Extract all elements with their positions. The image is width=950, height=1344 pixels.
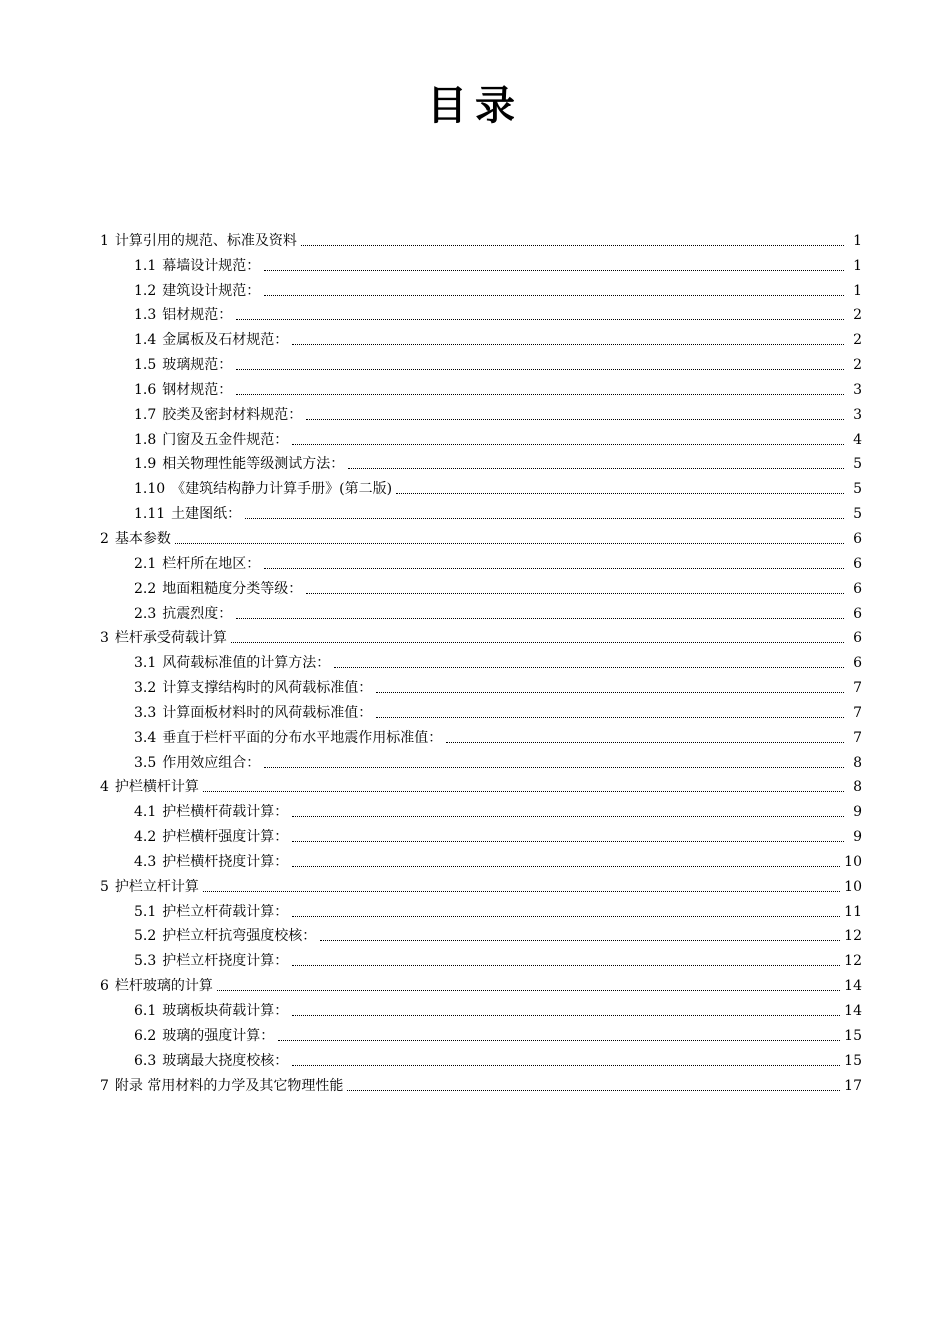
toc-page-number: 1 <box>853 282 862 299</box>
toc-entry[interactable] <box>100 425 862 450</box>
toc-dot-leader <box>264 295 844 296</box>
toc-dot-leader <box>292 1015 840 1016</box>
toc-entry[interactable] <box>100 599 862 624</box>
toc-page-number: 9 <box>853 804 862 821</box>
toc-dot-leader <box>376 692 844 693</box>
toc-entry[interactable] <box>100 226 862 251</box>
toc-page-number: 14 <box>844 978 862 995</box>
toc-entry[interactable] <box>100 922 862 947</box>
toc-page-number: 7 <box>853 680 862 697</box>
toc-entry-title: 作用效应组合： <box>162 754 261 771</box>
toc-entry-title: 护栏横杆挠度计算： <box>162 853 289 870</box>
toc-entry-title: 抗震烈度： <box>162 605 233 622</box>
toc-entry-title: 幕墙设计规范： <box>162 257 261 274</box>
toc-page-number: 7 <box>853 729 862 746</box>
toc-entry[interactable] <box>100 624 862 649</box>
toc-entry[interactable] <box>100 1071 862 1096</box>
toc-entry[interactable] <box>100 524 862 549</box>
toc-entry[interactable] <box>100 301 862 326</box>
toc-entry[interactable] <box>100 748 862 773</box>
toc-entry-title: 《建筑结构静力计算手册》(第二版) <box>171 481 393 498</box>
toc-entry[interactable] <box>100 276 862 301</box>
toc-entry-number: 3.5 <box>134 754 157 771</box>
toc-dot-leader <box>292 816 844 817</box>
toc-page-number: 10 <box>844 878 862 895</box>
toc-entry[interactable] <box>100 971 862 996</box>
toc-dot-leader <box>236 394 844 395</box>
toc-page-number: 15 <box>844 1052 862 1069</box>
toc-entry[interactable] <box>100 723 862 748</box>
toc-entry-title: 门窗及五金件规范： <box>162 431 289 448</box>
toc-entry-number: 1.2 <box>134 282 157 299</box>
toc-page-number: 2 <box>853 307 862 324</box>
toc-dot-leader <box>203 891 840 892</box>
toc-entry-number: 2.1 <box>134 555 157 572</box>
toc-entry-title: 计算面板材料时的风荷载标准值： <box>162 704 373 721</box>
toc-entry-number: 6.3 <box>134 1052 157 1069</box>
toc-dot-leader <box>292 1065 840 1066</box>
toc-page-number: 2 <box>853 332 862 349</box>
toc-page-number: 6 <box>853 655 862 672</box>
toc-entry-number: 1.3 <box>134 307 157 324</box>
toc-page-number: 15 <box>844 1027 862 1044</box>
toc-entry-title: 栏杆承受荷载计算 <box>114 630 227 647</box>
toc-entry[interactable] <box>100 897 862 922</box>
toc-entry-title: 风荷载标准值的计算方法： <box>162 655 331 672</box>
toc-dot-leader <box>231 642 844 643</box>
toc-entry[interactable] <box>100 400 862 425</box>
toc-entry[interactable] <box>100 1021 862 1046</box>
toc-entry-number: 3.1 <box>134 655 157 672</box>
toc-entry[interactable] <box>100 773 862 798</box>
toc-page-number: 6 <box>853 630 862 647</box>
toc-page-number: 6 <box>853 530 862 547</box>
toc-entry-number: 1.5 <box>134 357 157 374</box>
toc-dot-leader <box>292 916 840 917</box>
toc-dot-leader <box>236 618 844 619</box>
toc-page-number: 12 <box>844 928 862 945</box>
toc-page-number: 3 <box>853 406 862 423</box>
toc-entry-title: 垂直于栏杆平面的分布水平地震作用标准值： <box>162 729 443 746</box>
toc-dot-leader <box>264 568 844 569</box>
toc-page-number: 4 <box>853 431 862 448</box>
toc-entry-number: 1.9 <box>134 456 157 473</box>
toc-entry[interactable] <box>100 251 862 276</box>
toc-entry-number: 1.4 <box>134 332 157 349</box>
toc-entry-title: 护栏立杆挠度计算： <box>162 953 289 970</box>
toc-entry-number: 4.2 <box>134 829 157 846</box>
toc-dot-leader <box>301 245 844 246</box>
toc-page-number: 8 <box>853 779 862 796</box>
toc-dot-leader <box>175 543 844 544</box>
toc-entry-number: 3.2 <box>134 680 157 697</box>
toc-entry-title: 护栏立杆荷载计算： <box>162 903 289 920</box>
toc-dot-leader <box>348 468 844 469</box>
toc-entry[interactable] <box>100 872 862 897</box>
toc-entry-title: 相关物理性能等级测试方法： <box>162 456 345 473</box>
toc-entry-title: 玻璃板块荷载计算： <box>162 1003 289 1019</box>
toc-entry-number: 1.7 <box>134 406 157 423</box>
toc-entry-title: 钢材规范： <box>162 381 233 398</box>
toc-entry-number: 3.3 <box>134 704 157 721</box>
toc-dot-leader <box>245 518 844 519</box>
toc-dot-leader <box>217 990 840 991</box>
toc-dot-leader <box>292 444 844 445</box>
toc-page-number: 1 <box>853 232 862 249</box>
toc-page-number: 7 <box>853 704 862 721</box>
toc-page-number: 6 <box>853 555 862 572</box>
toc-entry-number: 1 <box>100 232 109 249</box>
toc-entry-title: 玻璃的强度计算： <box>162 1027 275 1044</box>
toc-entry[interactable] <box>100 325 862 350</box>
toc-entry[interactable] <box>100 499 862 524</box>
toc-entry-title: 附录 常用材料的力学及其它物理性能 <box>114 1077 344 1094</box>
toc-entry[interactable] <box>100 797 862 822</box>
toc-entry[interactable] <box>100 574 862 599</box>
toc-entry-title: 基本参数 <box>114 530 171 547</box>
toc-dot-leader <box>203 791 844 792</box>
toc-entry-title: 地面粗糙度分类等级： <box>162 580 303 597</box>
toc-entry-title: 护栏横杆强度计算： <box>162 829 289 846</box>
toc-entry-title: 金属板及石材规范： <box>162 332 289 349</box>
toc-dot-leader <box>320 940 840 941</box>
toc-dot-leader <box>376 717 844 718</box>
toc-dot-leader <box>264 270 844 271</box>
toc-entry[interactable] <box>100 450 862 475</box>
toc-entry-title: 计算支撑结构时的风荷载标准值： <box>162 680 373 697</box>
toc-entry-number: 4.3 <box>134 853 157 870</box>
toc-dot-leader <box>334 667 844 668</box>
toc-entry[interactable] <box>100 350 862 375</box>
toc-page-number: 5 <box>853 506 862 523</box>
toc-entry-number: 5.1 <box>134 903 157 920</box>
toc-entry-number: 1.11 <box>134 506 166 523</box>
toc-entry-number: 3.4 <box>134 729 157 746</box>
toc-entry-title: 土建图纸： <box>171 506 242 523</box>
toc-entry[interactable] <box>100 648 862 673</box>
toc-entry-number: 2 <box>100 530 109 547</box>
toc-entry[interactable] <box>100 549 862 574</box>
toc-dot-leader <box>278 1040 840 1041</box>
toc-entry-number: 6.1 <box>134 1003 157 1019</box>
page-title: 目录 <box>427 83 523 129</box>
toc-entry-number: 4 <box>100 779 109 796</box>
toc-dot-leader <box>264 767 844 768</box>
toc-entry-number: 5 <box>100 878 109 895</box>
toc-page-number: 6 <box>853 580 862 597</box>
toc-entry-number: 1.8 <box>134 431 157 448</box>
toc-page-number: 8 <box>853 754 862 771</box>
toc-dot-leader <box>446 742 844 743</box>
toc-page-number: 9 <box>853 829 862 846</box>
toc-dot-leader <box>347 1090 840 1091</box>
toc-dot-leader <box>306 593 844 594</box>
toc-entry-number: 5.2 <box>134 928 157 945</box>
toc-entry-title: 栏杆所在地区： <box>162 555 261 572</box>
toc-entry-title: 玻璃最大挠度校核： <box>162 1052 289 1069</box>
toc-page-number: 5 <box>853 481 862 498</box>
toc-dot-leader <box>396 493 844 494</box>
toc-page-number: 1 <box>853 257 862 274</box>
toc-entry-title: 计算引用的规范、标准及资料 <box>114 232 297 249</box>
toc-entry-number: 5.3 <box>134 953 157 970</box>
toc-entry-title: 护栏立杆抗弯强度校核： <box>162 928 317 945</box>
table-of-contents <box>100 226 862 1096</box>
toc-entry-title: 建筑设计规范： <box>162 282 261 299</box>
toc-dot-leader <box>306 419 844 420</box>
toc-entry-number: 1.1 <box>134 257 157 274</box>
toc-dot-leader <box>236 369 844 370</box>
toc-dot-leader <box>292 965 840 966</box>
toc-page-number: 3 <box>853 381 862 398</box>
toc-dot-leader <box>292 841 844 842</box>
toc-page-number: 6 <box>853 605 862 622</box>
toc-dot-leader <box>292 344 844 345</box>
toc-page-number: 12 <box>844 953 862 970</box>
toc-entry-title: 铝材规范： <box>162 307 233 324</box>
toc-entry[interactable] <box>100 946 862 971</box>
toc-entry-title: 栏杆玻璃的计算 <box>114 978 213 995</box>
toc-entry[interactable] <box>100 996 862 1021</box>
toc-entry-number: 6 <box>100 978 109 995</box>
toc-page-number: 5 <box>853 456 862 473</box>
toc-entry[interactable] <box>100 375 862 400</box>
toc-entry-number: 2.3 <box>134 605 157 622</box>
toc-entry-title: 护栏横杆荷载计算： <box>162 804 289 821</box>
toc-entry-number: 6.2 <box>134 1027 157 1044</box>
toc-page-number: 11 <box>844 903 862 920</box>
toc-dot-leader <box>236 319 844 320</box>
toc-entry[interactable] <box>100 1046 862 1071</box>
toc-page-number: 2 <box>853 357 862 374</box>
toc-entry-number: 3 <box>100 630 109 647</box>
toc-entry-number: 7 <box>100 1077 109 1094</box>
toc-dot-leader <box>292 866 840 867</box>
toc-entry[interactable] <box>100 673 862 698</box>
toc-entry-title: 玻璃规范： <box>162 357 233 374</box>
toc-page-number: 17 <box>844 1077 862 1094</box>
toc-entry[interactable] <box>100 698 862 723</box>
toc-entry-number: 2.2 <box>134 580 157 597</box>
toc-page-number: 14 <box>844 1003 862 1019</box>
toc-entry-number: 1.6 <box>134 381 157 398</box>
toc-entry-title: 胶类及密封材料规范： <box>162 406 303 423</box>
toc-entry[interactable] <box>100 847 862 872</box>
toc-entry-title: 护栏横杆计算 <box>114 779 199 796</box>
toc-entry[interactable] <box>100 474 862 499</box>
toc-entry-title: 护栏立杆计算 <box>114 878 199 895</box>
toc-entry[interactable] <box>100 822 862 847</box>
toc-entry-number: 4.1 <box>134 804 157 821</box>
toc-entry-number: 1.10 <box>134 481 166 498</box>
toc-page-number: 10 <box>844 853 862 870</box>
